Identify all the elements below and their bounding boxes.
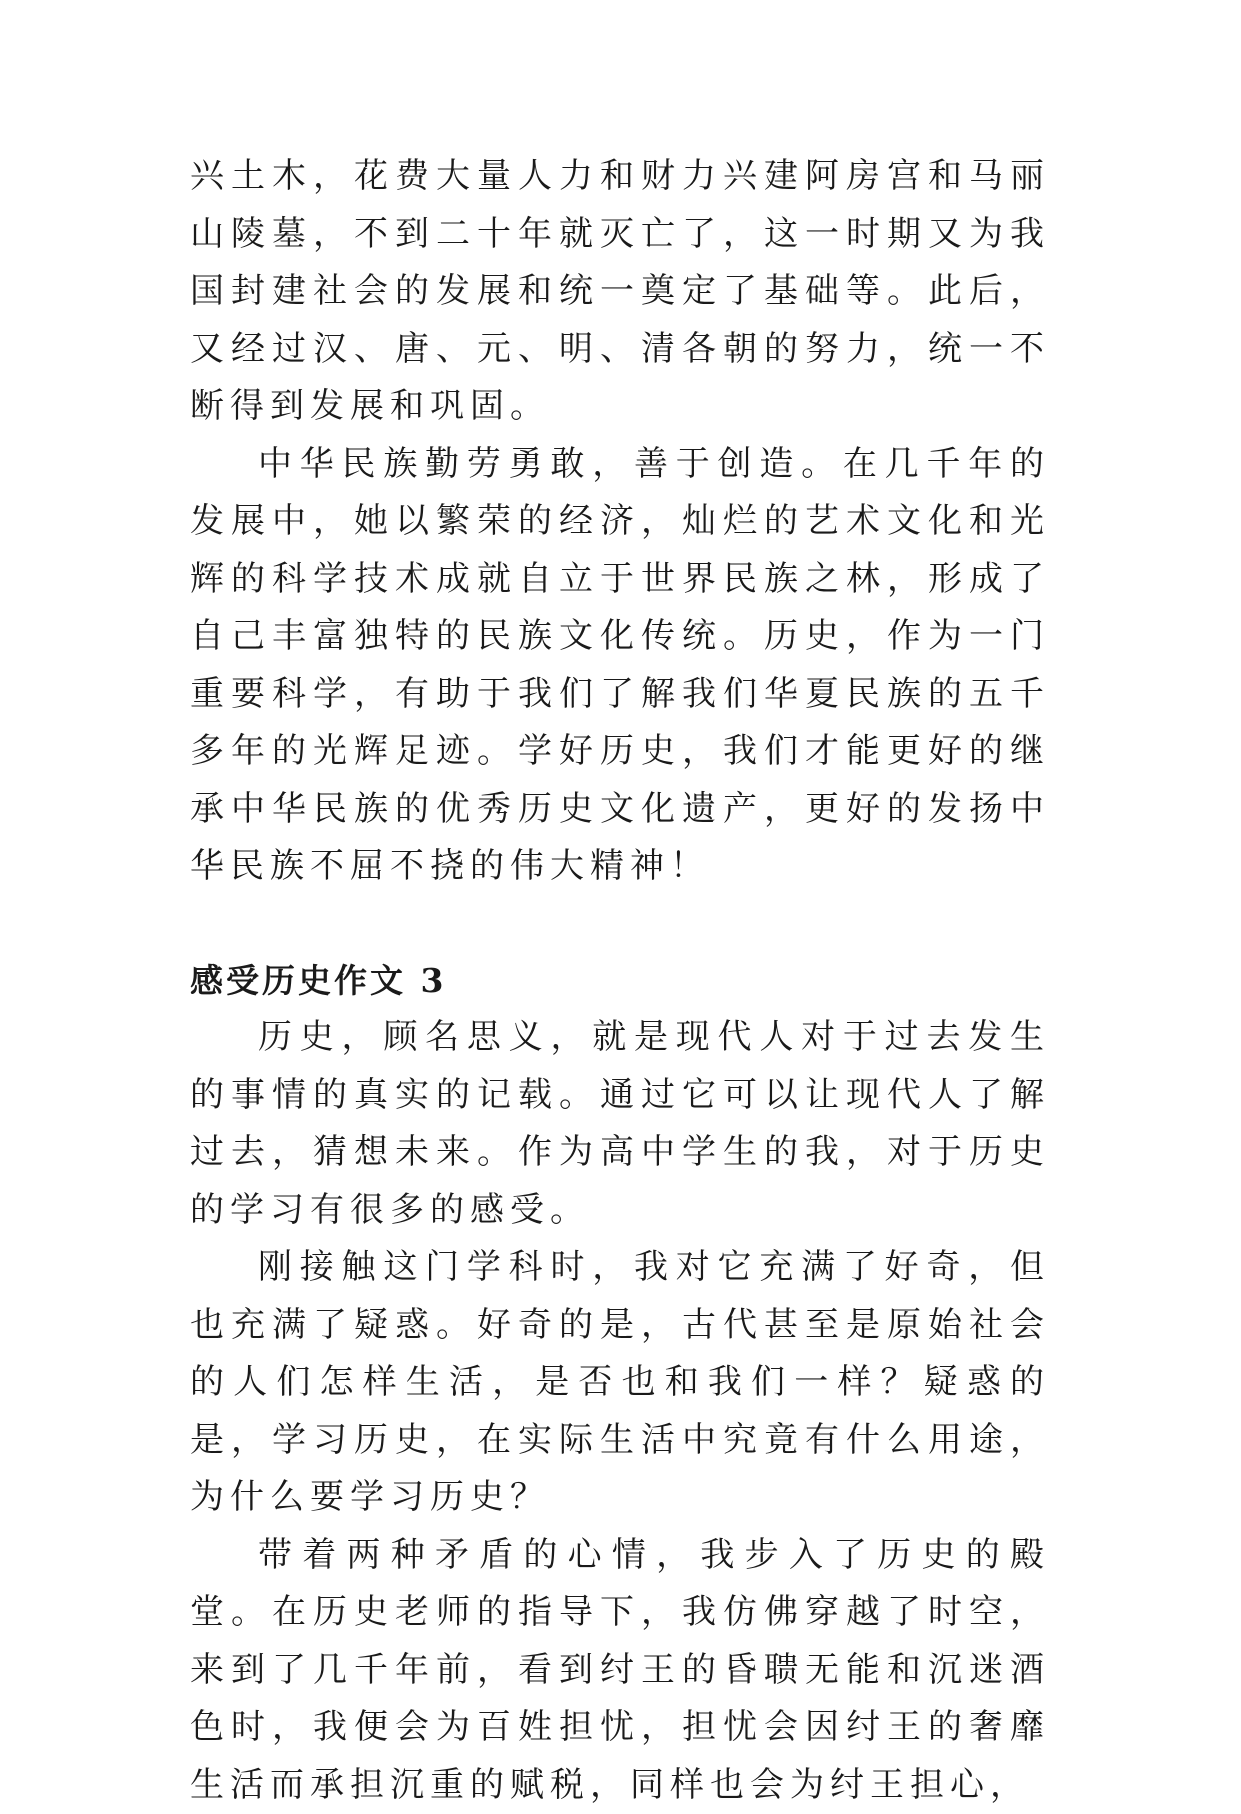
paragraph-history-definition: 历史，顾名思义，就是现代人对于过去发生的事情的真实的记载。通过它可以让现代人了解过去，猜想未来。作为高中学生的我，对于历史的学习有很多的感受。 (190, 1009, 1050, 1239)
section-heading: 感受历史作文 3 (190, 952, 1050, 1010)
paragraph-continuation: 兴土木，花费大量人力和财力兴建阿房宫和马丽山陵墓，不到二十年就灭亡了，这一时期又为我国封建社会的发展和统一奠定了基础等。此后，又经过汉、唐、元、明、清各朝的努力，统一不断得到发展和巩固。 (190, 148, 1050, 436)
document-body (190, 148, 1050, 1814)
paragraph-history-hall: 带着两种矛盾的心情，我步入了历史的殿堂。在历史老师的指导下，我仿佛穿越了时空，来到了几千年前，看到纣王的昏聩无能和沉迷酒色时，我便会为百姓担忧，担忧会因纣王的奢靡生活而承担沉重的赋税，同样也会为纣王担心， (190, 1527, 1050, 1814)
paragraph-curiosity: 刚接触这门学科时，我对它充满了好奇，但也充满了疑惑。好奇的是，古代甚至是原始社会的人们怎样生活，是否也和我们一样？疑惑的是，学习历史，在实际生活中究竟有什么用途，为什么要学习历史？ (190, 1239, 1050, 1527)
paragraph-chinese-nation: 中华民族勤劳勇敢，善于创造。在几千年的发展中，她以繁荣的经济，灿烂的艺术文化和光辉的科学技术成就自立于世界民族之林，形成了自己丰富独特的民族文化传统。历史，作为一门重要科学，有助于我们了解我们华夏民族的五千多年的光辉足迹。学好历史，我们才能更好的继承中华民族的优秀历史文化遗产，更好的发扬中华民族不屈不挠的伟大精神！ (190, 436, 1050, 896)
